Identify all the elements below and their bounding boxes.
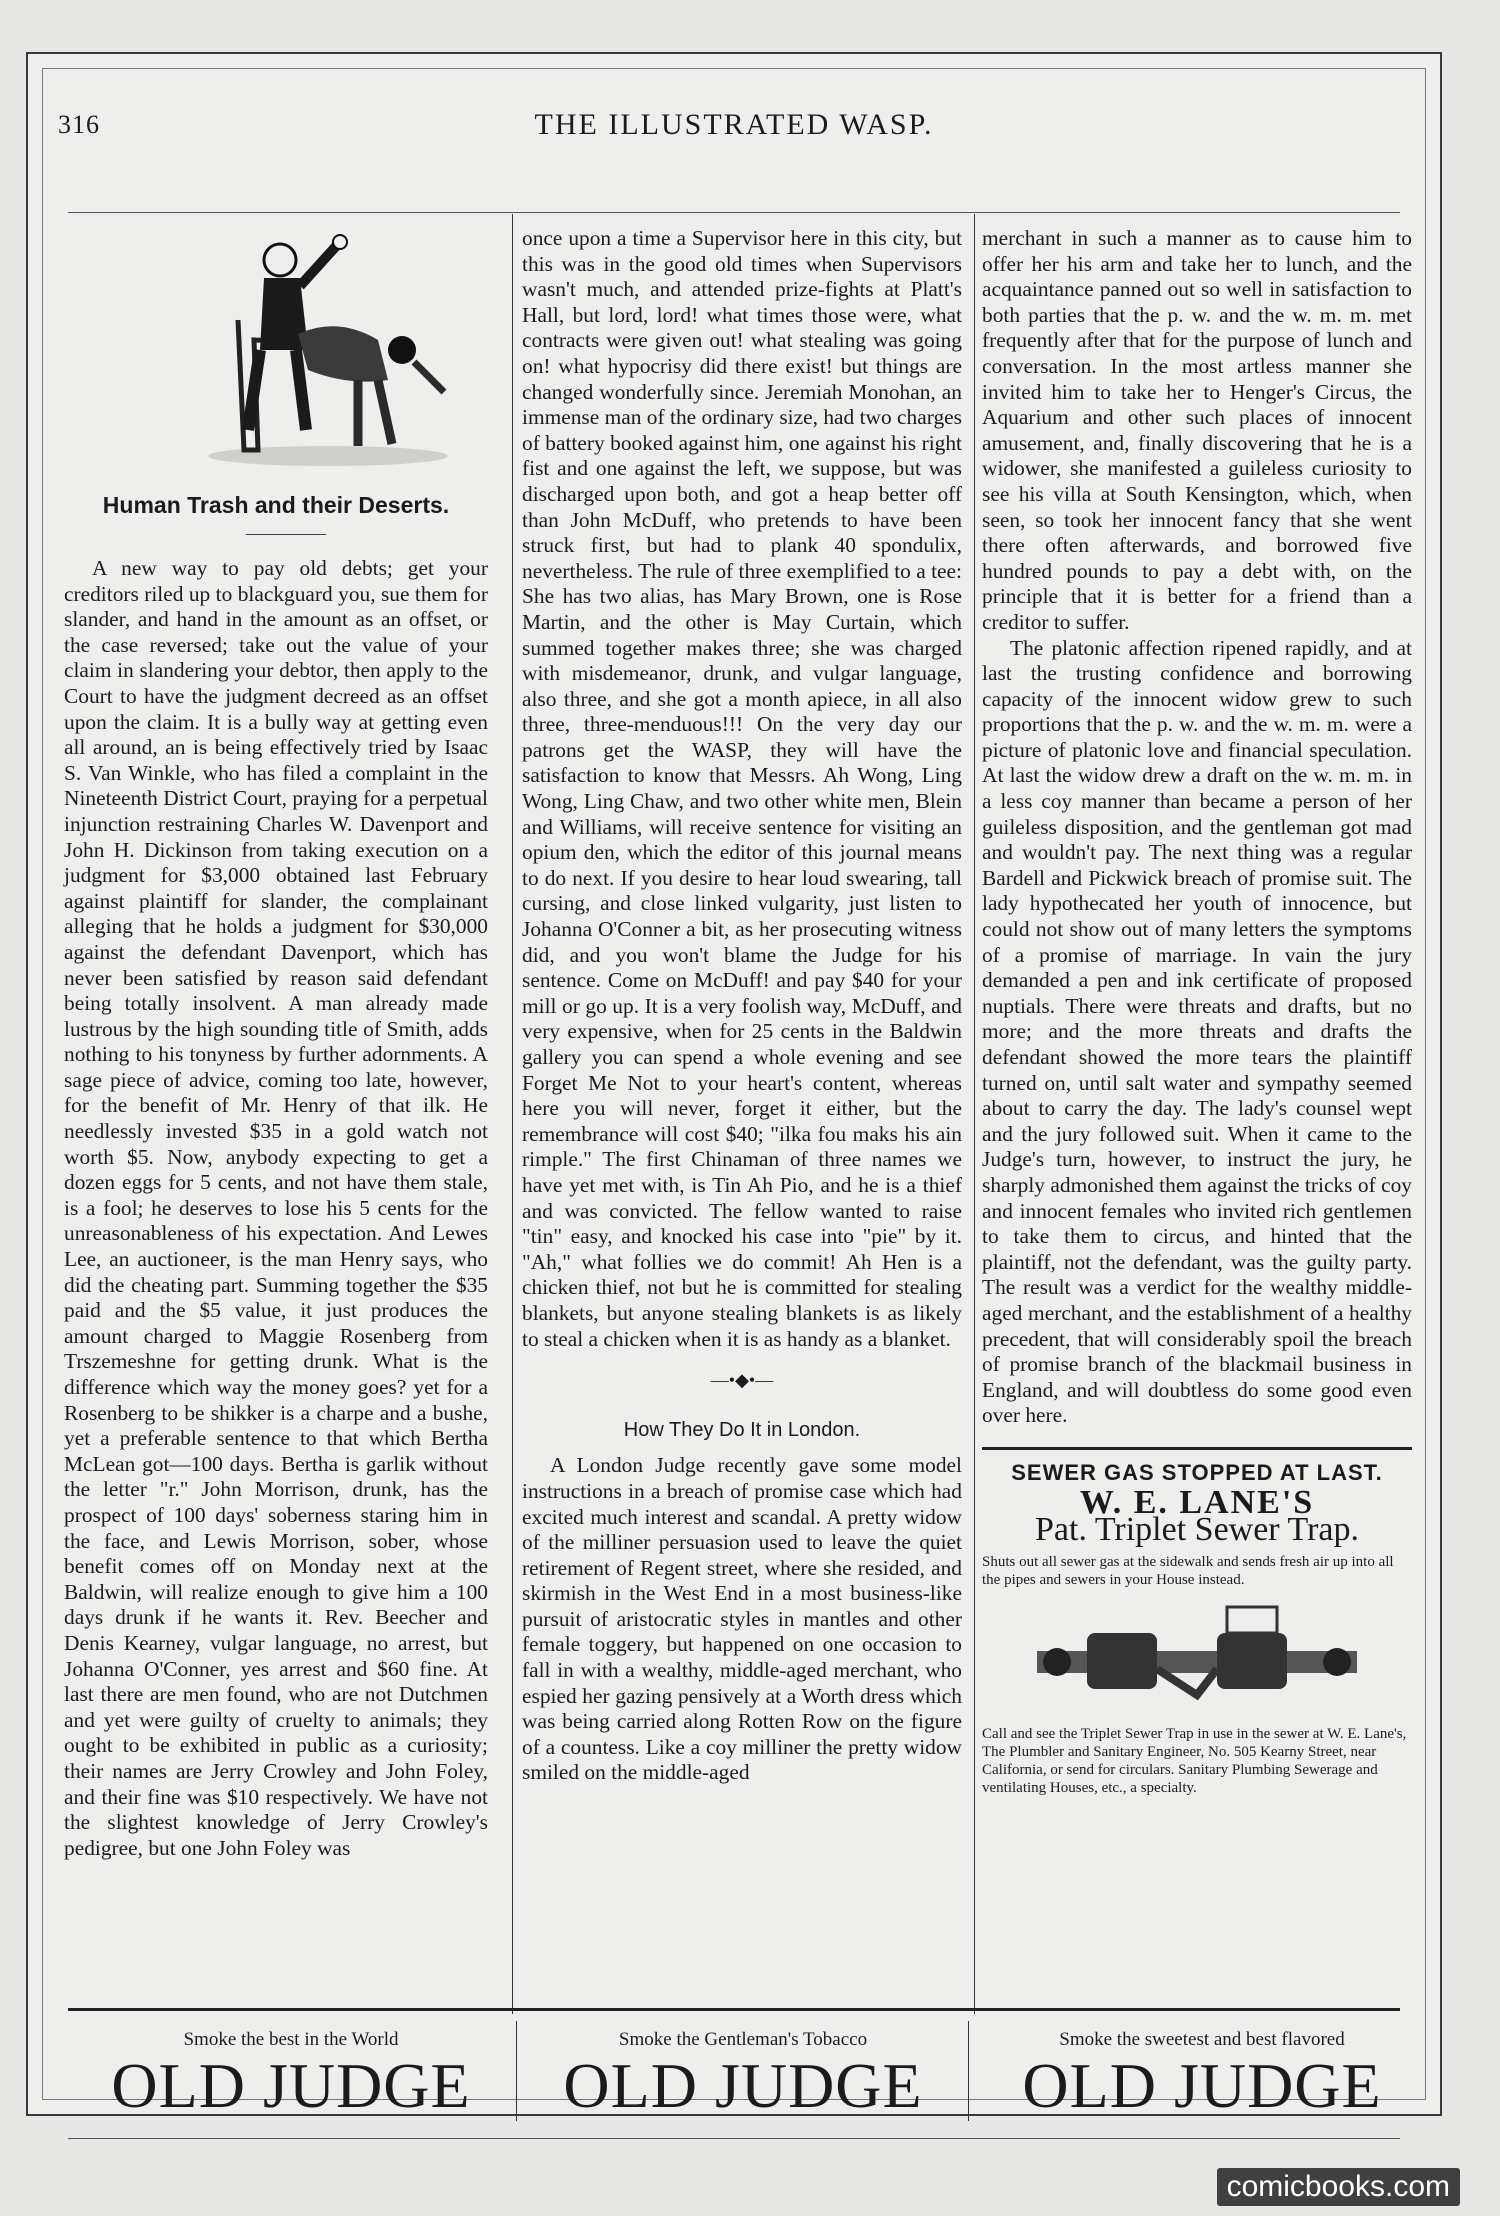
column-2 xyxy=(522,226,962,1786)
tobacco-ad-brand: OLD JUDGE xyxy=(1022,2050,1382,2121)
london-article-continued: merchant in such a manner as to cause him to offer her his arm and take her to lunch, and the acquaintance panned out so well in satisfaction to both parties that the p. w. and the w. m. m. met frequently after that for the purpose of lunch and conversation. In the most artless manner she invited him to take her to Henger's Circus, the Aquarium and other such places of innocent amusement, and, finally discovering that he is a widower, she manifested a guileless curiosity to see his villa at South Kensington, which, when seen, so took her innocent fancy that she went there often afterwards, and borrowed five hundred pounds to pay a debt with, on the principle that it is better for a friend than a creditor to suffer. xyxy=(982,226,1412,634)
tobacco-ad-3 xyxy=(972,2011,1432,2123)
section-ornament: —•◆•— xyxy=(710,1370,774,1391)
tobacco-ad-2 xyxy=(520,2011,966,2123)
article-text-continued: once upon a time a Supervisor here in this city, but this was in the good old times when Supervisors wasn't much, and attended prize-fights at Platt's Hall, but lord, lord! what times those were, what contracts were given out! what stealing was going on! what hypocrisy did there exist! but things are changed wonderfully since. Jeremiah Monohan, an immense man of the ordinary size, had two charges of battery booked against him, one against his right fist and one against the left, we suppose, but was discharged upon both, and got a heap better off than John McDuff, who pretends to have been struck first, but had to plank 40 spondulix, nevertheless. The rule of three exemplified to a tee: She has two alias, has Mary Brown, one is Rose Martin, and the other is May Curtain, which summed together makes three; she was charged with misdemeanor, drunk, and vulgar language, also three, and she got a month apiece, in all also three, three-menduous!!! On the very day our patrons get the WASP, they will have the satisfaction to know that Messrs. Ah Wong, Ling Wong, Ling Chaw, and two other white men, Blein and Williams, will receive sentence for visiting an opium den, which the editor of this journal means to do next. If you desire to hear loud swearing, tall cursing, and close linked vulgarity, just listen to Johanna O'Conner a bit, as her prosecuting witness did, and you won't blame the Judge for his sentence. Come on McDuff! and pay $40 for your mill or go up. It is a very foolish way, McDuff, and very expensive, when for 25 cents in the Baldwin gallery you can spend a whole evening and see Forget Me Not to your heart's content, whereas here you will never, forget it either, but the remembrance will cost $40; "ilka fou maks his ain rimple." The first Chinaman of three names we have yet met with, is Tin Ah Pio, and he is a thief and was convicted. The fellow wanted to raise "tin" easy, and knocked his case into "pie" by it. "Ah," what follies we do commit! Ah Hen is a chicken thief, not but he is committed for stealing blankets, but anyone stealing blankets is as likely to steal a chicken when it is as handy as a blanket. xyxy=(522,226,962,1351)
ad-divider xyxy=(968,2021,969,2121)
column-divider-2 xyxy=(974,214,975,2014)
sewer-trap-illustration xyxy=(997,1599,1397,1709)
ad-company: W. E. LANE'S xyxy=(1079,1483,1315,1521)
tobacco-ad-1 xyxy=(68,2011,514,2123)
cartoon-illustration xyxy=(188,230,468,470)
ad-tagline: SEWER GAS STOPPED AT LAST. xyxy=(1011,1459,1383,1485)
ad-product: Pat. Triplet Sewer Trap. xyxy=(1035,1511,1359,1549)
site-watermark: comicbooks.com xyxy=(1217,2168,1460,2206)
london-article-text: A London Judge recently gave some model instructions in a breach of promise case which had excited much interest and scandal. A pretty widow of the milliner persuasion used to leave the quiet retirement of Regent street, where she resided, and skirmish in the West End in a most business-like pursuit of aristocratic styles in mantles and other female toggery, but happened on one occasion to fall in with a wealthy, middle-aged merchant, who espied her gazing pensively at a Worth dress which was being carried along Rotten Row on the figure of a countess. Like a coy milliner the pretty widow smiled on the middle-aged xyxy=(522,1453,962,1785)
masthead: THE ILLUSTRATED WASP. xyxy=(534,108,934,141)
sewer-trap-advertisement xyxy=(982,1460,1412,1797)
newspaper-page xyxy=(26,52,1442,2121)
tobacco-ad-caption: Smoke the Gentleman's Tobacco xyxy=(618,2029,868,2050)
bottom-advertisements xyxy=(68,2008,1400,2123)
tobacco-ad-caption: Smoke the best in the World xyxy=(183,2029,399,2050)
london-article-text-2: The platonic affection ripened rapidly, and at last the trusting confidence and borrowing capacity of the innocent widow grew to such proportions that the p. w. and the w. m. m. were a picture of platonic love and financial speculation. At last the widow drew a draft on the w. m. m. in a less coy manner than became a person of her guileless disposition, and the gentleman got mad and wouldn't pay. The next thing was a regular Bardell and Pickwick breach of promise suit. The lady hypothecated her youth of innocence, but could not show out of many letters the symptoms of a promise of marriage. In vain the jury demanded a pen and ink certificate of proposed nuptials. There were threats and drafts, but no more; and the more threats and drafts the defendant showed the more tears the plaintiff turned on, until salt water and sympathy seemed about to carry the day. The lady's counsel wept and the jury followed suit. When it came to the Judge's turn, however, to instruct the jury, he sharply admonished them against the tricks of coy and innocent females who invited rich gentlemen to take them to circus, and hinted that the plaintiff, not the defendant, was the guilty party. The result was a verdict for the wealthy middle-aged merchant, and the establishment of a healthy precedent, that will considerably spoil the breach of promise branch of the blackmail business in England, and will doubtless do some good even over here. xyxy=(982,635,1412,1428)
ad-contact: Call and see the Triplet Sewer Trap in use in the sewer at W. E. Lane's, The Plumbler and Sanitary Engineer, No. 505 Kearny Street, near California, or send for circulars. Sanitary Plumbing Sewerage and ventilating Houses, etc., a specialty. xyxy=(982,1726,1407,1797)
page-header xyxy=(28,104,1440,164)
article-text: A new way to pay old debts; get your creditors riled up to blackguard you, sue them for slander, and hand in the amount as an offset, or the case reversed; take out the value of your claim in slandering your debtor, then apply to the Court to have the judgment decreed as an offset upon the claim. It is a bully way at getting even all around, an is being effectively tried by Isaac S. Van Winkle, who has filed a complaint in the Nineteenth District Court, praying for a perpetual injunction restraining Charles W. Davenport and John H. Dickinson from taking execution on a judgment for $3,000 obtained last February against plaintiff for slander, the complainant alleging that he holds a judgment for $30,000 against the defendant Davenport, which has never been satisfied by reason said defendant being totally insolvent. A man already made lustrous by the high sounding title of Smith, adds nothing to his tonyness by further adornments. A sage piece of advice, coming too late, however, for the benefit of Mr. Henry of that ilk. He needlessly invested $35 in a gold watch not worth $5. Now, anybody expecting to get a dozen eggs for 5 cents, and not have them stale, is a fool; he deserves to lose his 5 cents for the unreasonableness of his expectation. And Lewes Lee, an auctioneer, is the man Henry says, who did the cheating part. Summing together the $35 paid and the $5 value, it just produces the amount charged to Maggie Rosenberg from Trszemeshne for getting drunk. What is the difference which way the money goes? yet for a Rosenberg to be shikker is a charpe and a bushe, yet a preferable sentence to that which Bertha McLean got—100 days. Bertha is garlik without the letter "r." John Morrison, drunk, has the prospect of 100 days' soberness staring him in the face, and Lewis Morrison, sober, whose benefit comes off on Monday next at the Baldwin, will realize enough to give him a 100 days drunk if he wants it. Rev. Beecher and Denis Kearney, vulgar language, no arrest, but Johanna O'Conner, yes arrest and $60 fine. At last there are men found, who are not Dutchmen and yet were guilty of cruelty to animals; they ought to be exhibited in public as a curiosity; their names are Jerry Crowley and John Foley, and their fine was $10 respectively. We have not the slightest knowledge of Jerry Crowley's pedigree, but one John Foley was xyxy=(64,556,488,1860)
tobacco-ad-brand: OLD JUDGE xyxy=(563,2050,923,2121)
article-subhead: How They Do It in London. xyxy=(623,1418,861,1441)
ad-rule xyxy=(982,1447,1412,1450)
article-headline: Human Trash and their Deserts. xyxy=(102,492,450,518)
ad-divider xyxy=(516,2021,517,2121)
header-rule xyxy=(68,212,1400,213)
column-3 xyxy=(982,226,1412,1797)
footer-rule xyxy=(68,2138,1400,2139)
page-number: 316 xyxy=(58,110,100,139)
column-1-body xyxy=(64,556,488,1861)
headline-rule xyxy=(246,534,326,535)
ad-description: Shuts out all sewer gas at the sidewalk and sends fresh air up into all the pipes and sewers in your House instead. xyxy=(982,1553,1394,1588)
tobacco-ad-brand: OLD JUDGE xyxy=(111,2050,471,2121)
tobacco-ad-caption: Smoke the sweetest and best flavored xyxy=(1059,2029,1345,2050)
column-divider-1 xyxy=(512,214,513,2014)
